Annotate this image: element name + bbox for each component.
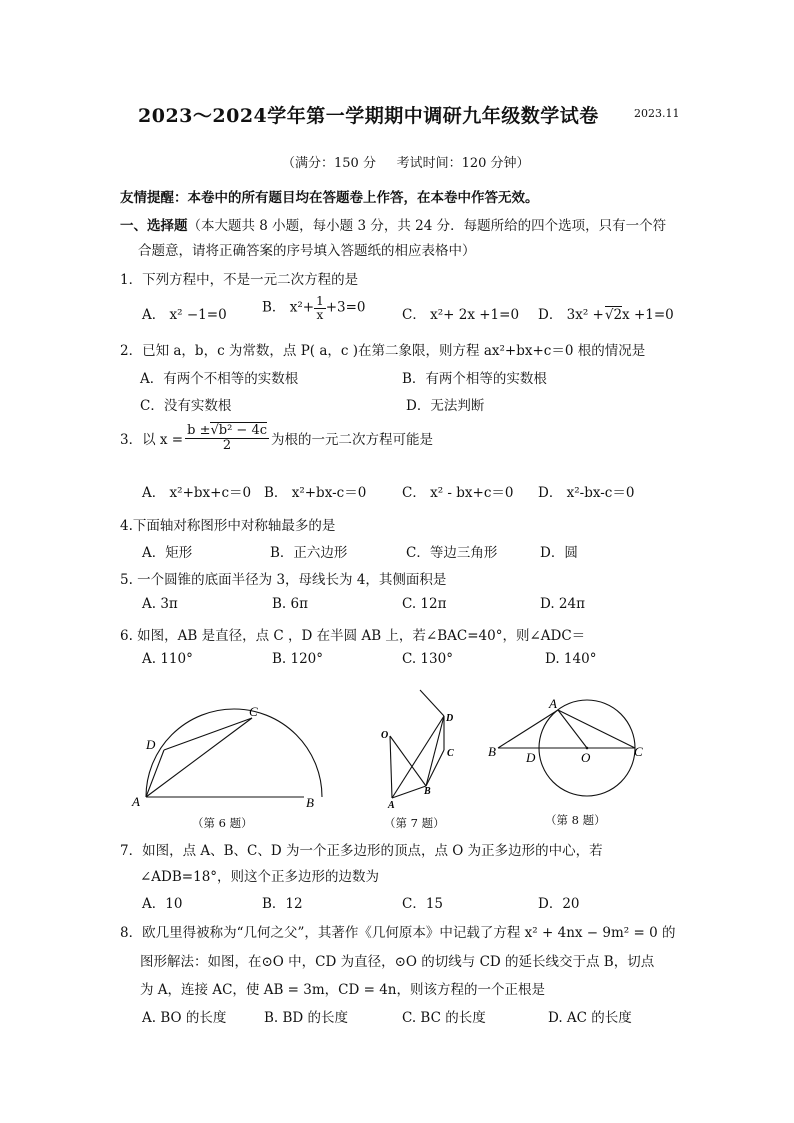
q5-option-c: C. 12π: [402, 596, 447, 612]
fig7-line-extend: [420, 690, 444, 716]
fig8-caption: （第 8 题）: [545, 813, 606, 827]
q1-option-d: D． 3x² +√2x +1=0: [538, 307, 674, 323]
figure-8: [484, 696, 654, 806]
q6-stem: 6. 如图，AB 是直径，点 C ，D 在半圆 AB 上，若∠BAC=40°，则∠ADC＝: [120, 628, 586, 644]
q3-option-d: D． x²-bx-c＝0: [538, 485, 635, 501]
fig6-caption: （第 6 题）: [192, 816, 253, 830]
q7-stem-line1: 7．如图，点 A、B、C、D 为一个正多边形的顶点，点 O 为正多边形的中心，若: [120, 843, 603, 859]
fig7-label-a: A: [388, 800, 395, 811]
fig8-label-b: B: [488, 744, 496, 759]
fig6-label-c: C: [249, 704, 258, 719]
q7-option-a: A．10: [142, 896, 183, 912]
q8-option-d: D. AC 的长度: [548, 1010, 632, 1026]
q8-option-c: C. BC 的长度: [402, 1010, 486, 1026]
fig7-label-c: C: [447, 748, 454, 759]
q6-option-b: B. 120°: [272, 651, 324, 667]
q2-option-a: A．有两个不相等的实数根: [140, 371, 299, 387]
q4-option-a: A．矩形: [142, 545, 193, 561]
fig7-side-bc: [426, 750, 444, 786]
fig8-center-dot: [586, 747, 589, 750]
fig8-label-a: A: [549, 696, 557, 711]
q3-option-c: C． x² - bx+c＝0: [402, 485, 514, 501]
fig6-chord-ac: [146, 718, 252, 797]
fig8-chord-ac: [558, 710, 635, 748]
figure-7: [376, 688, 466, 812]
q3-stem: 3．以 x = $\frac{\text{b ±√b² − 4c}}{2}$ 为根的一元二次方程可能是: [120, 423, 434, 453]
fig7-side-ab: [392, 786, 426, 798]
q2-option-d: D．无法判断: [406, 398, 485, 414]
fig7-line-bd: [426, 716, 444, 786]
q3-option-b: B． x²+bx-c＝0: [264, 485, 367, 501]
q1-option-c: C． x²+ 2x +1=0: [402, 307, 520, 323]
q8-option-a: A. BO 的长度: [142, 1010, 227, 1026]
paper-title: 2023～2024学年第一学期期中调研九年级数学试卷: [138, 105, 599, 127]
fig6-label-d: D: [146, 737, 156, 752]
fig7-line-ad: [392, 716, 444, 798]
fig6-semicircle: [146, 709, 322, 797]
fig7-label-d: D: [446, 713, 454, 724]
q4-option-c: C．等边三角形: [406, 545, 498, 561]
q8-stem-line2: 图形解法：如图，在⊙O 中，CD 为直径，⊙O 的切线与 CD 的延长线交于点 B，切点: [140, 954, 655, 970]
q2-option-b: B．有两个相等的实数根: [402, 371, 547, 387]
fig8-label-o: O: [581, 750, 591, 765]
fig7-label-b: B: [424, 786, 431, 797]
q6-option-c: C. 130°: [402, 651, 453, 667]
fig8-radius-oa: [558, 710, 587, 748]
q5-option-b: B. 6π: [272, 596, 308, 612]
q7-option-b: B．12: [262, 896, 303, 912]
q8-option-b: B. BD 的长度: [264, 1010, 349, 1026]
fig8-label-c: C: [634, 744, 643, 759]
friendly-tip: 友情提醒：本卷中的所有题目均在答题卷上作答，在本卷中作答无效。: [120, 190, 539, 206]
fig8-label-d: D: [526, 750, 536, 765]
fig8-tangent-ab: [498, 710, 558, 748]
q6-option-a: A. 110°: [142, 651, 193, 667]
q1-option-b: B． x²+ $\frac{1}{x}$ +3=0: [262, 294, 366, 322]
q4-stem: 4.下面轴对称图形中对称轴最多的是: [120, 518, 336, 534]
q7-stem-line2: ∠ADB=18°，则这个正多边形的边数为: [140, 869, 380, 885]
q8-stem-line1: 8．欧几里得被称为“几何之父”，其著作《几何原本》中记载了方程 x² + 4nx − 9m² = 0 的: [120, 925, 676, 941]
q2-stem: 2．已知 a，b，c 为常数，点 P( a，c )在第二象限，则方程 ax²+bx+c＝0 根的情况是: [120, 343, 646, 359]
fig6-chord-dc: [164, 718, 252, 750]
q1-stem: 1．下列方程中，不是一元二次方程的是: [120, 272, 359, 288]
q7-option-d: D．20: [538, 896, 580, 912]
q8-stem-line3: 为 A，连接 AC，使 AB = 3m，CD = 4n，则该方程的一个正根是: [140, 982, 545, 998]
q1-option-a: A． x² −1=0: [142, 307, 227, 323]
paper-subtitle: （满分：150 分 考试时间：120 分钟）: [282, 156, 530, 171]
fig7-line-oa: [390, 736, 392, 798]
q5-stem: 5. 一个圆锥的底面半径为 3，母线长为 4，其侧面积是: [120, 572, 447, 588]
fig6-label-a: A: [132, 794, 140, 809]
q6-option-d: D. 140°: [545, 651, 597, 667]
fig7-caption: （第 7 题）: [384, 816, 445, 830]
q2-option-c: C．没有实数根: [140, 398, 232, 414]
figure-6: [128, 700, 328, 818]
q4-option-d: D．圆: [540, 545, 578, 561]
q5-option-d: D. 24π: [540, 596, 585, 612]
fig7-label-o: O: [381, 730, 389, 741]
q4-option-b: B．正六边形: [270, 545, 348, 561]
fig6-label-b: B: [306, 795, 314, 810]
q5-option-a: A. 3π: [142, 596, 178, 612]
paper-date: 2023.11: [634, 107, 680, 120]
q7-option-c: C．15: [402, 896, 444, 912]
fig7-line-ob: [390, 736, 426, 786]
section-intro-line2: 合题意，请将正确答案的序号填入答题纸的相应表格中）: [138, 243, 476, 259]
section-intro-line1: 一、选择题（本大题共 8 小题，每小题 3 分，共 24 分．每题所给的四个选项，只有一个符: [120, 218, 667, 234]
q3-option-a: A． x²+bx+c＝0: [142, 485, 252, 501]
section-heading: 一、选择题: [120, 218, 188, 234]
